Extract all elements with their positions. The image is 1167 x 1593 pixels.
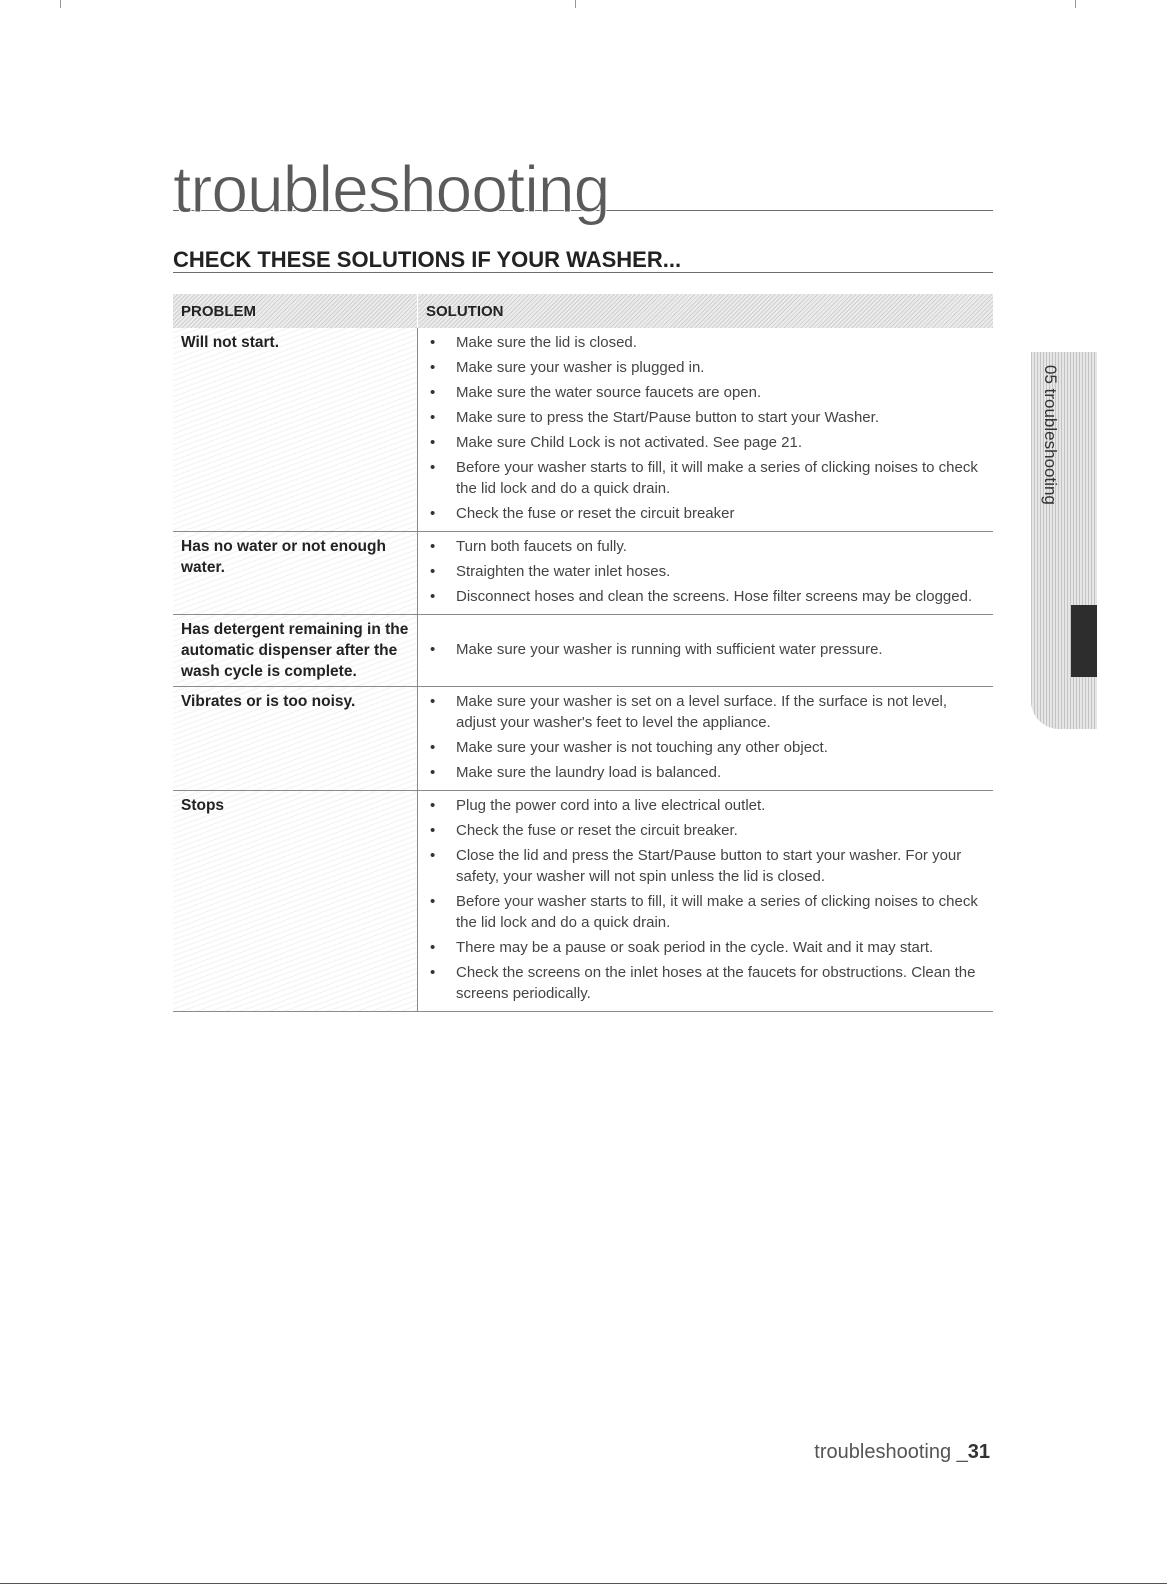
solution-item: • Plug the power cord into a live electrical outlet. [428, 795, 983, 816]
page-title: troubleshooting [173, 152, 610, 226]
solution-cell [418, 615, 994, 687]
table-row [173, 328, 993, 532]
solution-item: • Check the fuse or reset the circuit breaker. [428, 820, 983, 841]
crop-mark-right [1075, 0, 1076, 8]
crop-mark-center [575, 0, 576, 8]
section-heading: CHECK THESE SOLUTIONS IF YOUR WASHER... [173, 247, 682, 272]
solution-cell [418, 791, 994, 1012]
title-area [173, 138, 993, 226]
solution-item: • Close the lid and press the Start/Pause button to start your washer. For your safety, your washer will not spin unless the lid is closed. [428, 845, 983, 887]
solution-item: • Straighten the water inlet hoses. [428, 561, 983, 582]
chapter-marker-block [1071, 605, 1097, 677]
solution-cell [418, 687, 994, 791]
problem-cell: Will not start. [173, 328, 418, 532]
solution-item: • Make sure the laundry load is balanced. [428, 762, 983, 783]
solution-item: • Turn both faucets on fully. [428, 536, 983, 557]
solution-item: • Make sure your washer is running with sufficient water pressure. [428, 639, 983, 660]
solution-list [428, 332, 983, 524]
table-row [173, 532, 993, 615]
section-heading-area [173, 248, 993, 273]
problem-cell: Has detergent remaining in the automatic dispenser after the wash cycle is complete. [173, 615, 418, 687]
page-number: 31 [967, 1441, 990, 1463]
solution-cell [418, 532, 994, 615]
page-footer [814, 1441, 990, 1464]
table-row [173, 615, 993, 687]
solution-item: • Make sure the lid is closed. [428, 332, 983, 353]
table-row [173, 687, 993, 791]
footer-label: troubleshooting _ [814, 1441, 968, 1463]
solution-item: • Make sure your washer is plugged in. [428, 357, 983, 378]
chapter-side-tab-label: 05 troubleshooting [1041, 365, 1060, 505]
solution-item: • Make sure your washer is set on a level surface. If the surface is not level, adjust your washer's feet to level the appliance. [428, 691, 983, 733]
bottom-rule [0, 1583, 1167, 1584]
troubleshooting-table [173, 294, 993, 1012]
solution-item: • Check the fuse or reset the circuit breaker [428, 503, 983, 524]
solution-item: • Disconnect hoses and clean the screens. Hose filter screens may be clogged. [428, 586, 983, 607]
solution-list [428, 795, 983, 1004]
solution-item: • Before your washer starts to fill, it will make a series of clicking noises to check the lid lock and do a quick drain. [428, 891, 983, 933]
solution-list [428, 536, 983, 607]
problem-cell: Vibrates or is too noisy. [173, 687, 418, 791]
solution-item: • Make sure your washer is not touching any other object. [428, 737, 983, 758]
table-header-row [173, 294, 993, 328]
solution-column-header: SOLUTION [418, 294, 994, 328]
problem-cell: Stops [173, 791, 418, 1012]
solution-item: • Before your washer starts to fill, it will make a series of clicking noises to check the lid lock and do a quick drain. [428, 457, 983, 499]
table-row [173, 791, 993, 1012]
solution-item: • Check the screens on the inlet hoses at the faucets for obstructions. Clean the screens periodically. [428, 962, 983, 1004]
solution-list [428, 639, 983, 660]
problem-column-header: PROBLEM [173, 294, 418, 328]
problem-cell: Has no water or not enough water. [173, 532, 418, 615]
solution-item: • Make sure to press the Start/Pause button to start your Washer. [428, 407, 983, 428]
solution-list [428, 691, 983, 783]
crop-mark-left [60, 0, 61, 8]
solution-item: • Make sure Child Lock is not activated. See page 21. [428, 432, 983, 453]
solution-item: • Make sure the water source faucets are open. [428, 382, 983, 403]
solution-cell [418, 328, 994, 532]
solution-item: • There may be a pause or soak period in the cycle. Wait and it may start. [428, 937, 983, 958]
